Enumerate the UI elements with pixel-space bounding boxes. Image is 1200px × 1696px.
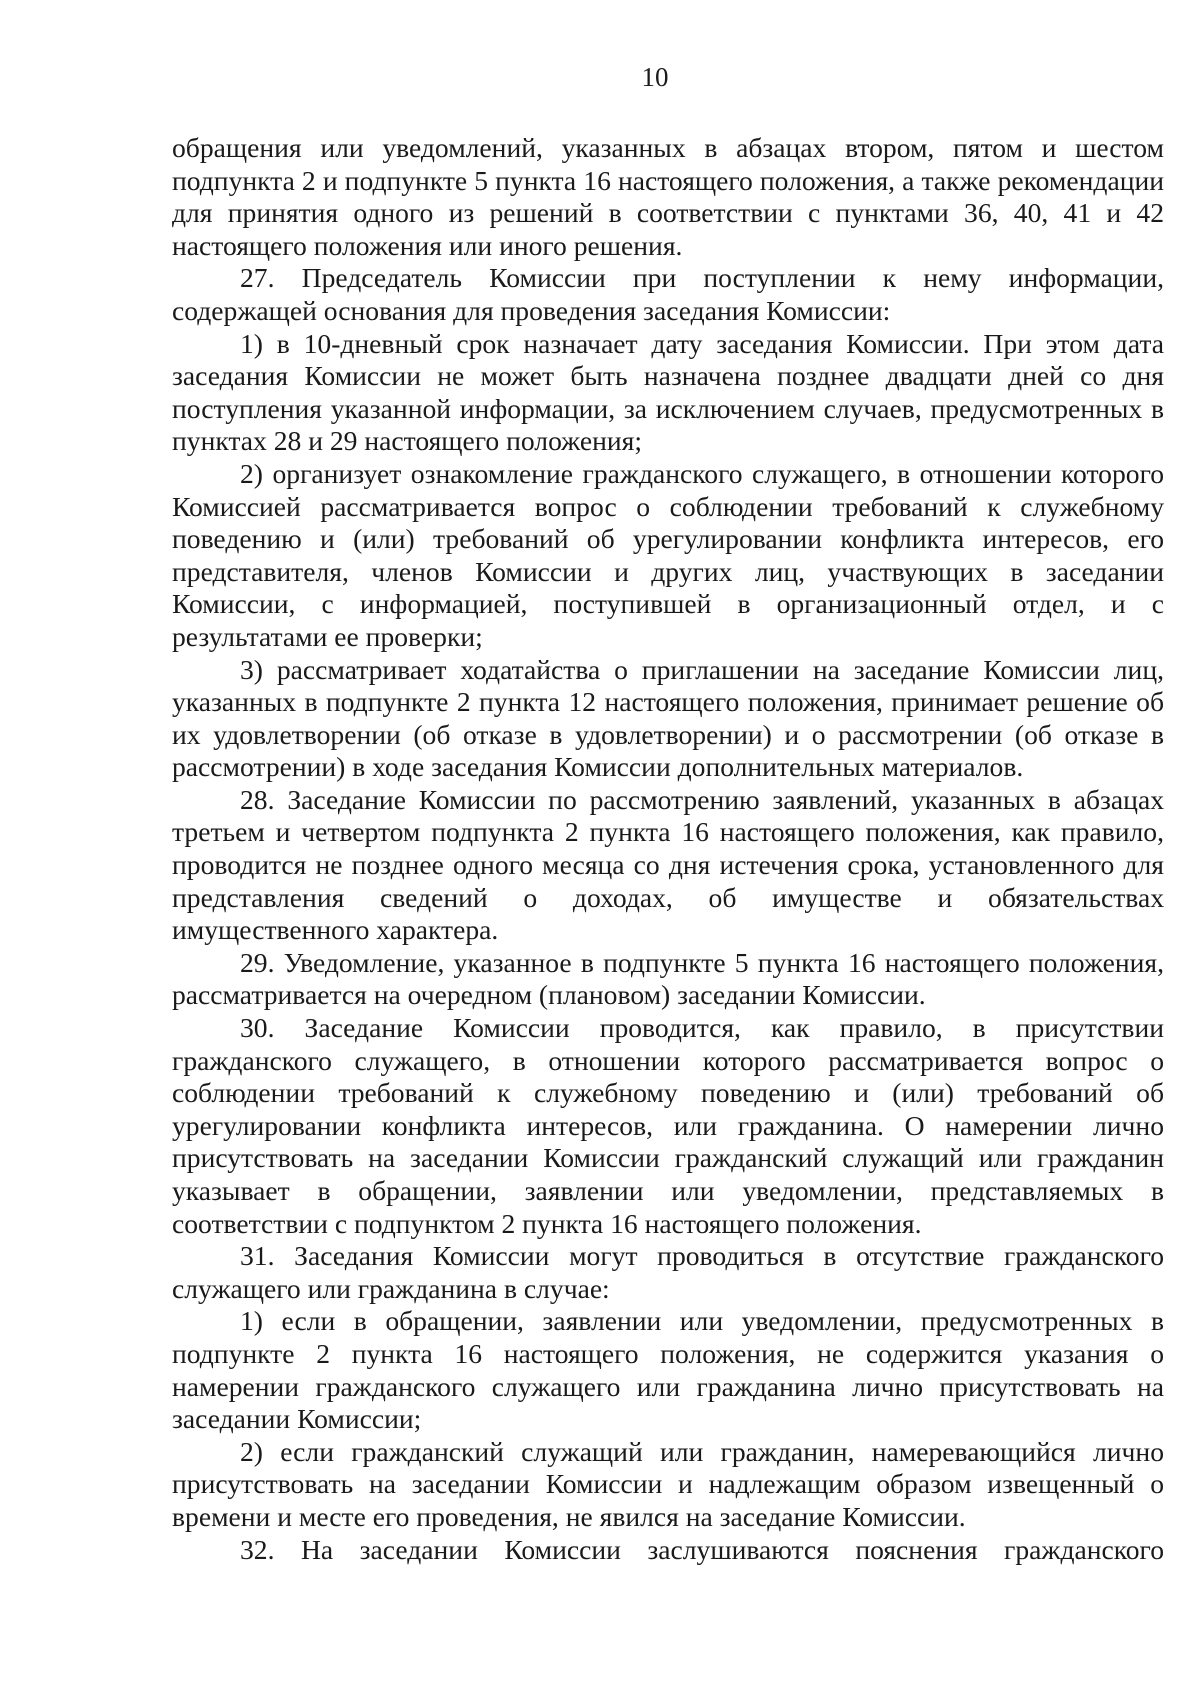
page-number: 10: [641, 62, 669, 92]
paragraph-continuation: обращения или уведомлений, указанных в абзацах втором, пятом и шестом подпункта 2 и подпункте 5 пункта 16 настоящего положения, а также рекомендации для принятия одного из решений в соответствии с пунктами 36, 40, 41 и 42 настоящего положения или иного решения.: [172, 132, 1164, 261]
paragraph-subitem-27-3: 3) рассматривает ходатайства о приглашении на заседание Комиссии лиц, указанных в подпункте 2 пункта 12 настоящего положения, принимает решение об их удовлетворении (об отказе в удовлетворении) и о рассмотрении (об отказе в рассмотрении) в ходе заседания Комиссии дополнительных материалов.: [172, 653, 1164, 783]
document-body: [172, 132, 1164, 1566]
paragraph-item-29: 29. Уведомление, указанное в подпункте 5 пункта 16 настоящего положения, рассматривается на очередном (плановом) заседании Комиссии.: [172, 946, 1164, 1011]
paragraph-item-28: 28. Заседание Комиссии по рассмотрению заявлений, указанных в абзацах третьем и четвертом подпункта 2 пункта 16 настоящего положения, как правило, проводится не позднее одного месяца со дня истечения срока, установленного для представления сведений о доходах, об имуществе и обязательствах имущественного характера.: [172, 783, 1164, 946]
paragraph-subitem-27-2: 2) организует ознакомление гражданского служащего, в отношении которого Комиссией рассматривается вопрос о соблюдении требований к служебному поведению и (или) требований об урегулировании конфликта интересов, его представителя, членов Комиссии и других лиц, участвующих в заседании Комиссии, с информацией, поступившей в организационный отдел, и с результатами ее проверки;: [172, 457, 1164, 652]
paragraph-subitem-31-2: 2) если гражданский служащий или гражданин, намеревающийся лично присутствовать на заседании Комиссии и надлежащим образом извещенный о времени и месте его проведения, не явился на заседание Комиссии.: [172, 1435, 1164, 1532]
paragraph-item-30: 30. Заседание Комиссии проводится, как правило, в присутствии гражданского служащего, в отношении которого рассматривается вопрос о соблюдении требований к служебному поведению и (или) требований об урегулировании конфликта интересов, или гражданина. О намерении лично присутствовать на заседании Комиссии гражданский служащий или гражданин указывает в обращении, заявлении или уведомлении, представляемых в соответствии с подпунктом 2 пункта 16 настоящего положения.: [172, 1012, 1164, 1239]
paragraph-subitem-27-1: 1) в 10-дневный срок назначает дату заседания Комиссии. При этом дата заседания Комиссии не может быть назначена позднее двадцати дней со дня поступления указанной информации, за исключением случаев, предусмотренных в пунктах 28 и 29 настоящего положения;: [172, 327, 1164, 457]
paragraph-item-32: 32. На заседании Комиссии заслушиваются пояснения гражданского: [240, 1533, 1164, 1565]
paragraph-item-27: 27. Председатель Комиссии при поступлении к нему информации, содержащей основания для проведения заседания Комиссии:: [172, 262, 1164, 326]
paragraph-subitem-31-1: 1) если в обращении, заявлении или уведомлении, предусмотренных в подпункте 2 пункта 16 настоящего положения, не содержится указания о намерении гражданского служащего или гражданина лично присутствовать на заседании Комиссии;: [172, 1305, 1164, 1435]
paragraph-item-31: 31. Заседания Комиссии могут проводиться в отсутствие гражданского служащего или гражданина в случае:: [172, 1240, 1164, 1304]
